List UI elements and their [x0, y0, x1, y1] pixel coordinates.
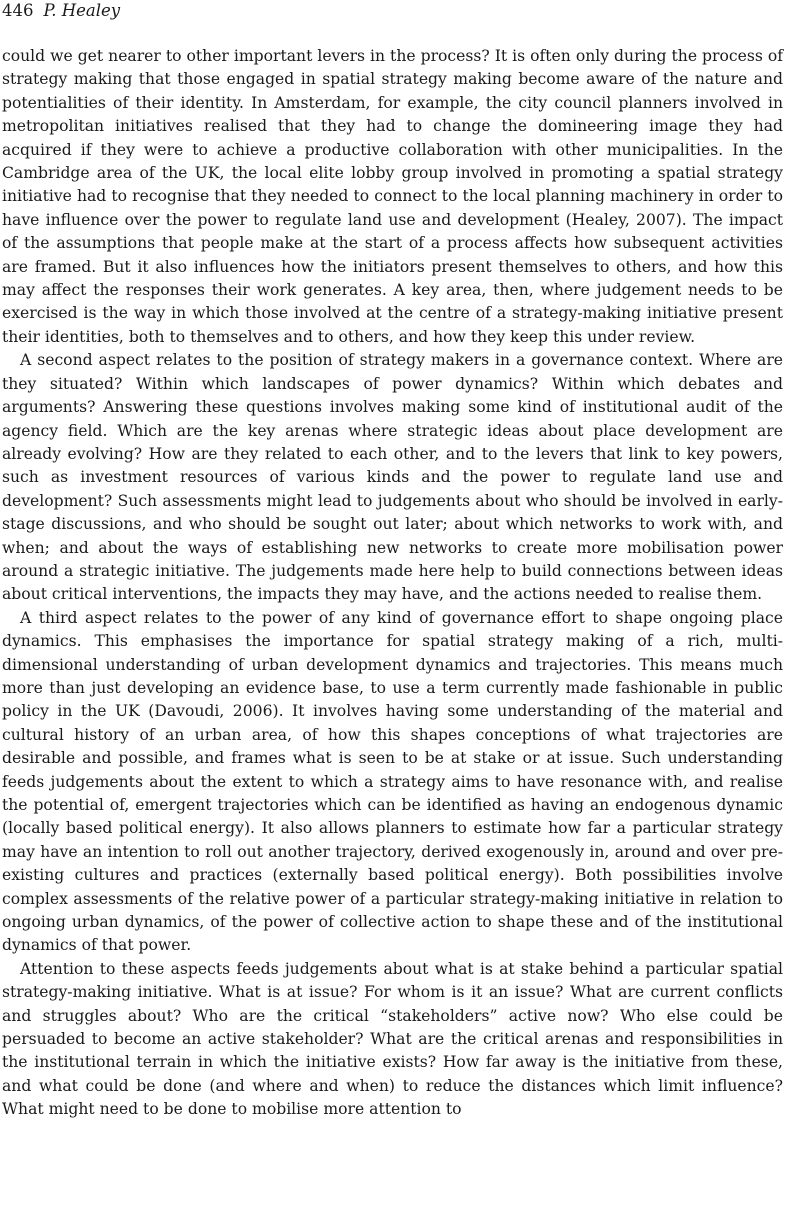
paragraph-continued: could we get nearer to other important levers in the process? It is often only during the process of strategy making that those engaged in spatial strategy making become aware of the nature and potentialities of their identity. In Amsterdam, for example, the city council planners involved in metropolitan initiatives realised that they had to change the domineering image they had acquired if they were to achieve a productive collaboration with other municipalities. In the Cambridge area of the UK, the local elite lobby group involved in promoting a spatial strategy initiative had to recognise that they needed to connect to the local planning machinery in order to have influence over the power to regulate land use and development (Healey, 2007). The impact of the assumptions that people make at the start of a process affects how subsequent activities are framed. But it also influences how the initiators present themselves to others, and how this may affect the responses their work generates. A key area, then, where judgement needs to be exercised is the way in which those involved at the centre of a strategy-making initiative present their identities, both to themselves and to others, and how they keep this under review.: [2, 47, 783, 346]
running-head-author: P. Healey: [43, 1, 121, 20]
paragraph-attention: Attention to these aspects feeds judgements about what is at stake behind a particular spatial strategy-making initiative. What is at issue? For whom is it an issue? What are current conflicts and struggles about? Who are the critical “stakeholders” active now? Who else could be persuaded to become an active stakeholder? What are the critical arenas and responsibilities in the institutional terrain in which the initiative exists? How far away is the initiative from these, and what could be done (and where and when) to reduce the distances which limit influence? What might need to be done to mobilise more attention to: [2, 959, 783, 1119]
paragraph-second-aspect: A second aspect relates to the position of strategy makers in a governance context. Where are they situated? Within which landscapes of power dynamics? Within which debates and arguments? Answering these questions involves making some kind of institutional audit of the agency field. Which are the key arenas where strategic ideas about place development are already evolving? How are they related to each other, and to the levers that link to key powers, such as investment resources of various kinds and the power to regulate land use and development? Such assessments might lead to judgements about who should be involved in early-stage discussions, and who should be sought out later; about which networks to work with, and when; and about the ways of establishing new networks to create more mobilisation power around a strategic initiative. The judgements made here help to build connections between ideas about critical interventions, the impacts they may have, and the actions needed to realise them.: [2, 351, 783, 604]
page-number: 446: [2, 1, 34, 20]
paragraph-third-aspect: A third aspect relates to the power of any kind of governance effort to shape ongoing place dynamics. This emphasises the importance for spatial strategy making of a rich, multi-dimensional understanding of urban development dynamics and trajectories. This means much more than just developing an evidence base, to use a term currently made fashionable in public policy in the UK (Davoudi, 2006). It involves having some understanding of the material and cultural history of an urban area, of how this shapes conceptions of what trajectories are desirable and possible, and frames what is seen to be at stake or at issue. Such understanding feeds judgements about the extent to which a strategy aims to have resonance with, and realise the potential of, emergent trajectories which can be identified as having an endogenous dynamic (locally based political energy). It also allows planners to estimate how far a particular strategy may have an intention to roll out another trajectory, derived exogenously in, around and over pre-existing cultures and practices (externally based political energy). Both possibilities involve complex assessments of the relative power of a particular strategy-making initiative in relation to ongoing urban dynamics, of the power of collective action to shape these and of the institutional dynamics of that power.: [2, 608, 783, 955]
running-head: [2, 1, 120, 21]
article-body: [2, 45, 783, 1122]
